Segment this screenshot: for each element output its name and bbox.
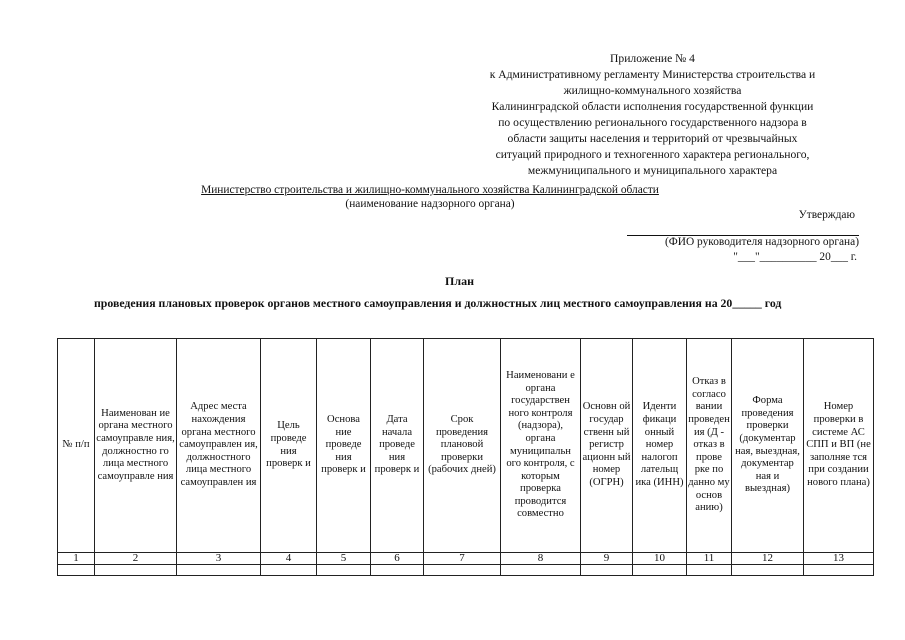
column-header: Цель проведе ния проверк и — [261, 339, 317, 553]
table-cell — [317, 565, 371, 576]
table-cell — [261, 565, 317, 576]
signature-caption: (ФИО руководителя надзорного органа) — [664, 236, 859, 248]
column-number: 11 — [687, 553, 732, 565]
approval-label: Утверждаю — [798, 209, 855, 221]
column-number: 10 — [633, 553, 687, 565]
column-header: Адрес места нахождения органа местного самоуправлен ия, должностного лица местного самоуправлен ия — [177, 339, 261, 553]
table-cell — [177, 565, 261, 576]
appendix-line: Приложение № 4 — [610, 52, 695, 65]
plan-title: План — [445, 274, 474, 288]
approval-date: "___"__________ 20___ г. — [733, 251, 857, 263]
plan-subtitle: проведения плановых проверок органов местного самоуправления и должностных лиц местного самоуправления на 20_____ год — [94, 296, 782, 310]
column-number: 9 — [581, 553, 633, 565]
column-header: Иденти фикаци онный номер налогоп лательщ ика (ИНН) — [633, 339, 687, 553]
column-header: Форма проведения проверки (документар ная, выездная, документар ная и выездная) — [732, 339, 804, 553]
inspection-plan-table — [57, 338, 874, 576]
organ-caption: (наименование надзорного органа) — [345, 198, 515, 210]
appendix-line: по осуществлению регионального государственного надзора в — [498, 116, 807, 129]
organ-name: Министерство строительства и жилищно-коммунального хозяйства Калининградской области — [201, 184, 659, 196]
table-header-row — [58, 339, 874, 553]
table-cell — [95, 565, 177, 576]
column-header: Основа ние проведе ния проверк и — [317, 339, 371, 553]
column-header: № п/п — [58, 339, 95, 553]
appendix-line: межмуниципального и муниципального характера — [527, 164, 778, 177]
supervisory-organ — [160, 183, 700, 211]
column-header: Наименован ие органа местного самоуправле ния, должностно го лица местного самоуправле ния — [95, 339, 177, 553]
column-number: 2 — [95, 553, 177, 565]
table-cell — [633, 565, 687, 576]
column-header: Номер проверки в системе АС СПП и ВП (не заполняе тся при создании нового плана) — [804, 339, 874, 553]
column-number: 3 — [177, 553, 261, 565]
table-cell — [581, 565, 633, 576]
table-row — [58, 565, 874, 576]
column-header: Отказ в согласо вании проведения (Д - отказ в прове рке по данно му основ анию) — [687, 339, 732, 553]
table-cell — [424, 565, 501, 576]
appendix-header — [420, 51, 885, 179]
column-header: Срок проведения плановой проверки (рабочих дней) — [424, 339, 501, 553]
column-number: 4 — [261, 553, 317, 565]
column-number: 6 — [371, 553, 424, 565]
table-cell — [732, 565, 804, 576]
column-number: 7 — [424, 553, 501, 565]
column-number: 5 — [317, 553, 371, 565]
column-number: 8 — [501, 553, 581, 565]
table-cell — [501, 565, 581, 576]
table-cell — [687, 565, 732, 576]
column-header: Наименовани е органа государствен ного контроля (надзора), органа муниципальн ого контроля, с которым проверка проводится совместно — [501, 339, 581, 553]
column-number: 1 — [58, 553, 95, 565]
appendix-line: ситуаций природного и техногенного характера регионального, — [495, 148, 810, 161]
appendix-line: жилищно-коммунального хозяйства — [563, 84, 742, 97]
table-cell — [58, 565, 95, 576]
column-number: 12 — [732, 553, 804, 565]
appendix-line: области защиты населения и территорий от чрезвычайных — [507, 132, 798, 145]
column-number-row — [58, 553, 874, 565]
appendix-line: к Административному регламенту Министерства строительства и — [489, 68, 816, 81]
table-cell — [371, 565, 424, 576]
table-cell — [804, 565, 874, 576]
column-number: 13 — [804, 553, 874, 565]
appendix-line: Калининградской области исполнения государственной функции — [491, 100, 814, 113]
column-header: Основн ой государ ственн ый регистр ационн ый номер (ОГРН) — [581, 339, 633, 553]
column-header: Дата начала проведе ния проверк и — [371, 339, 424, 553]
